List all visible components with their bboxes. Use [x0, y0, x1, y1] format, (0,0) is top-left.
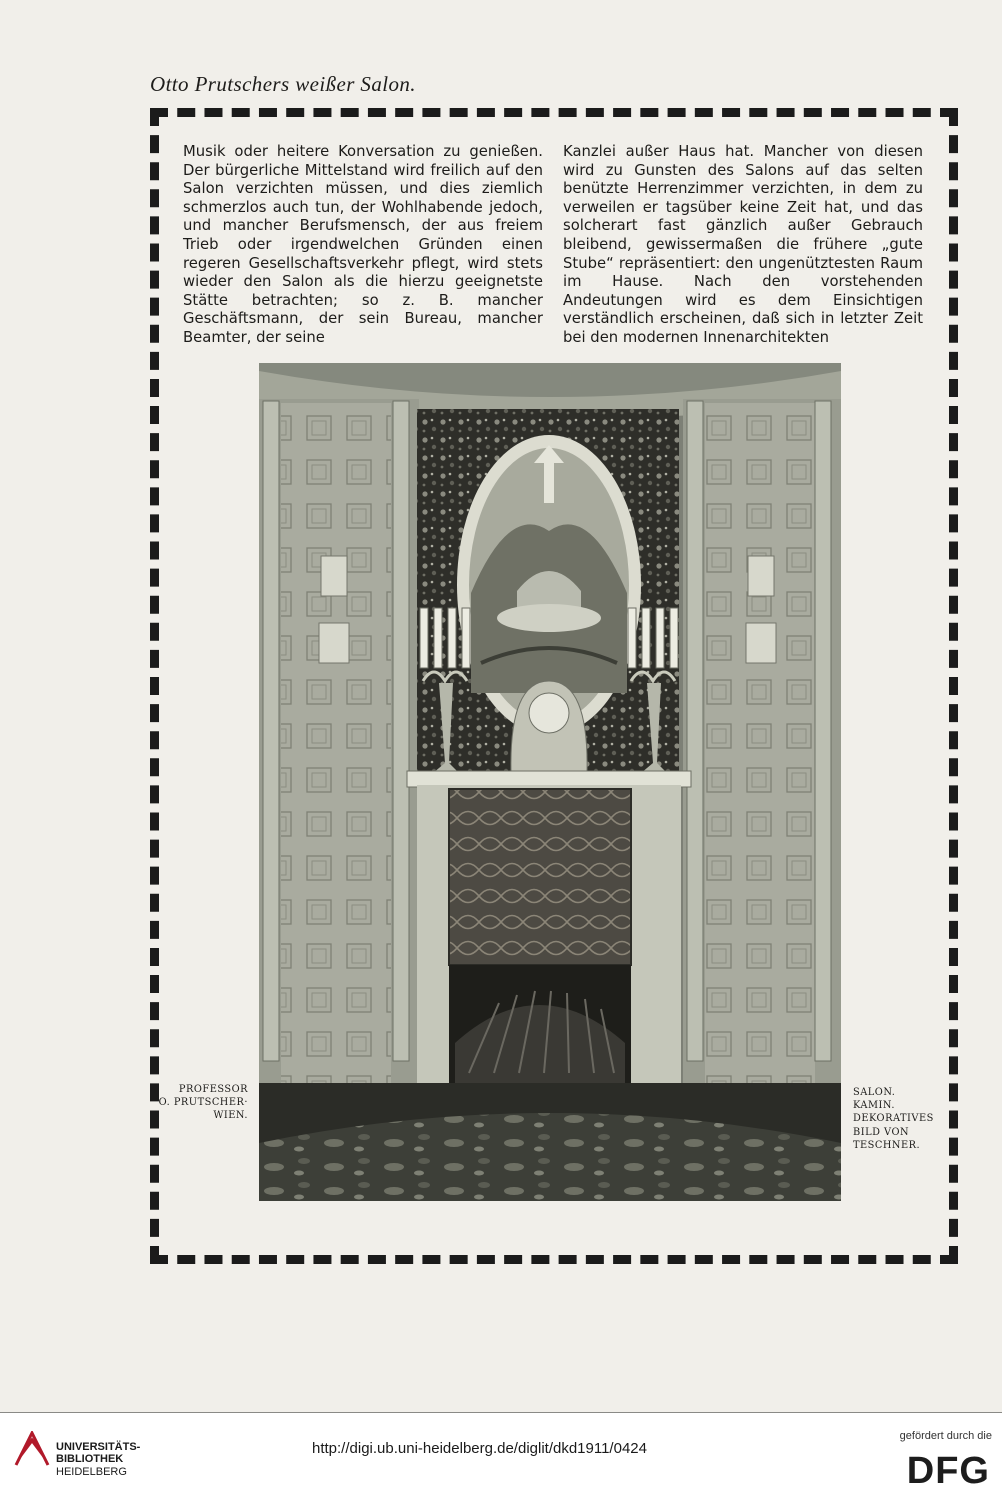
caption-description [853, 1086, 953, 1152]
library-name[interactable] [56, 1441, 140, 1478]
dfg-logo[interactable]: DFG [906, 1450, 990, 1492]
library-name-line: UNIVERSITÄTS- [56, 1441, 141, 1453]
photo-illustration [259, 363, 841, 1201]
text-column-right [563, 143, 923, 348]
caption-line: O. PRUTSCHER· [158, 1097, 248, 1109]
caption-line: DEKORATIVES [853, 1113, 934, 1125]
permalink-url[interactable]: http://digi.ub.uni-heidelberg.de/diglit/dkd1911/0424 [312, 1440, 647, 1457]
caption-line: WIEN. [213, 1110, 248, 1122]
caption-line: SALON. [853, 1087, 896, 1098]
caption-line: TESCHNER. [853, 1139, 921, 1151]
funder-text: gefördert durch die [899, 1430, 992, 1442]
caption-line: PROFESSOR [178, 1084, 248, 1095]
university-library-logo-icon [12, 1431, 50, 1471]
paragraph: Musik oder heitere Konversation zu genießen. Der bürgerliche Mittelstand wird freilich auf den Salon verzichten müssen, und dies ziemlich schmerzlos auch tun, der Wohlhabende jedoch, und mancher Berufsmensch, der aus freiem Trieb oder irgendwelchen Gründen einen regeren Gesellschaftsverkehr pflegt, wird stets wieder den Salon als die hierzu geeignetste Stätte betrachten; so z. B. mancher Geschäftsmann, der sein Bureau, mancher Beamter, der seine [183, 143, 543, 346]
salon-fireplace-photo [259, 363, 841, 1201]
caption-artist [154, 1083, 248, 1123]
page-title: Otto Prutschers weißer Salon. [150, 72, 416, 96]
caption-line: BILD VON [853, 1126, 910, 1138]
library-name-line: BIBLIOTHEK [56, 1453, 124, 1466]
text-column-left [183, 143, 543, 348]
caption-line: KAMIN. [853, 1100, 895, 1112]
library-name-line: HEIDELBERG [56, 1465, 127, 1478]
paragraph: Kanzlei außer Haus hat. Mancher von diesen wird zu Gunsten des Salons auf das selten benützte Herrenzimmer verzichten, in dem zu verweilen er tagsüber keine Zeit hat, und das solcherart fast gänzlich außer Gebrauch bleibend, gewissermaßen die frühere „gute Stube“ repräsentiert: den ungenütztesten Raum im Hause. Nach den vorstehenden Andeutungen wird es dem Einsichtigen verständlich erscheinen, daß sich in letzter Zeit bei den modernen Innenarchitekten [563, 143, 923, 346]
